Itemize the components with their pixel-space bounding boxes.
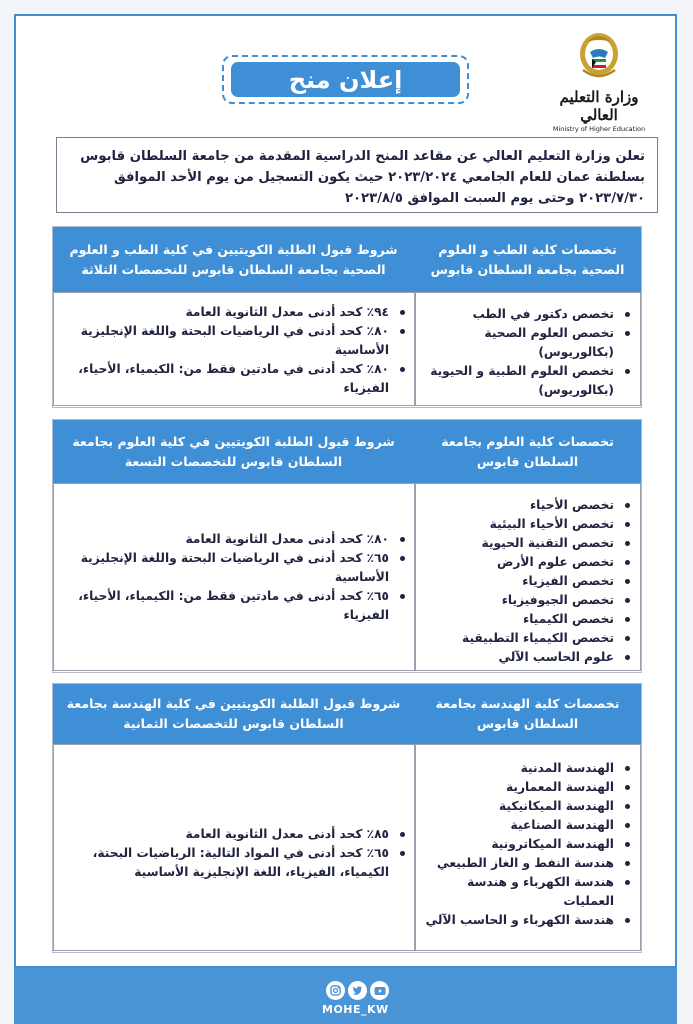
title-frame xyxy=(222,55,469,104)
medicine-conditions-list xyxy=(53,292,416,406)
list-item: هندسة الكهرباء و الحاسب الآلي xyxy=(423,911,614,930)
list-item: الهندسة المدنية xyxy=(423,759,614,778)
section-engineering xyxy=(52,683,642,953)
science-specializations-header: تخصصات كلية العلوم بجامعة السلطان قابوس xyxy=(414,420,641,483)
list-item: الهندسة الصناعية xyxy=(423,816,614,835)
instagram-icon[interactable] xyxy=(326,981,345,1000)
list-item: تخصص العلوم الطبية و الحيوية (بكالوريوس) xyxy=(423,362,614,400)
list-item: ٨٠٪ كحد أدنى معدل الثانوية العامة xyxy=(62,530,389,549)
list-item: هندسة النفط و الغاز الطبيعي xyxy=(423,854,614,873)
engineering-conditions-header: شروط قبول الطلبة الكويتيين في كلية الهندسة بجامعة السلطان قابوس للتخصصات الثمانية xyxy=(53,684,414,744)
list-item: الهندسة المعمارية xyxy=(423,778,614,797)
section-medicine xyxy=(52,226,642,408)
engineering-specializations-list xyxy=(414,744,641,951)
list-item: تخصص الكيمياء xyxy=(423,610,614,629)
engineering-specializations-header: تخصصات كلية الهندسة بجامعة السلطان قابوس xyxy=(414,684,641,744)
intro-paragraph: تعلن وزارة التعليم العالي عن مقاعد المنح الدراسية المقدمة من جامعة السلطان قابوس بسلطنة عمان للعام الجامعي ٢٠٢٣/٢٠٢٤ حيث يكون التسجيل من يوم الأحد الموافق ٢٠٢٣/٧/٣٠ وحتى يوم السبت الموافق ٢٠٢٣/٨/٥ xyxy=(56,137,658,213)
youtube-icon[interactable] xyxy=(370,981,389,1000)
science-conditions-list xyxy=(53,483,416,671)
science-specializations-list xyxy=(414,483,641,671)
social-handle: MOHE_KW xyxy=(322,1003,389,1016)
list-item: ٨٥٪ كحد أدنى معدل الثانوية العامة xyxy=(62,825,389,844)
social-links xyxy=(326,981,389,1000)
list-item: ٦٥٪ كحد أدنى في مادتين فقط من: الكيمياء، الأحياء، الفيزياء xyxy=(62,587,389,625)
list-item: تخصص علوم الأرض xyxy=(423,553,614,572)
list-item: ٨٠٪ كحد أدنى في الرياضيات البحتة واللغة الإنجليزية الأساسية xyxy=(62,322,389,360)
medicine-specializations-header: تخصصات كلية الطب و العلوم الصحية بجامعة السلطان قابوس xyxy=(414,227,641,292)
list-item: علوم الحاسب الآلي xyxy=(423,648,614,667)
medicine-specializations-list xyxy=(414,292,641,406)
page-title: إعلان منح xyxy=(231,62,460,97)
list-item: تخصص الكيمياء التطبيقية xyxy=(423,629,614,648)
list-item: تخصص دكتور في الطب xyxy=(423,305,614,324)
kuwait-emblem-icon xyxy=(577,28,621,86)
list-item: تخصص الجيوفيزياء xyxy=(423,591,614,610)
list-item: ٨٠٪ كحد أدنى في مادتين فقط من: الكيمياء، الأحياء، الفيزياء xyxy=(62,360,389,398)
logo-arabic-name: وزارة التعليم العالي xyxy=(559,88,639,124)
list-item: تخصص الأحياء xyxy=(423,496,614,515)
medicine-conditions-header: شروط قبول الطلبة الكويتيين في كلية الطب و العلوم الصحية بجامعة السلطان قابوس للتخصصات الثلاثة xyxy=(53,227,414,292)
ministry-logo xyxy=(539,28,659,133)
list-item: تخصص الفيزياء xyxy=(423,572,614,591)
list-item: الهندسة الميكاترونية xyxy=(423,835,614,854)
list-item: ٦٥٪ كحد أدنى في المواد التالية: الرياضيات البحتة، الكيمياء، الفيزياء، اللغة الإنجليزية الأساسية xyxy=(62,844,389,882)
twitter-icon[interactable] xyxy=(348,981,367,1000)
engineering-conditions-list xyxy=(53,744,416,951)
list-item: تخصص الأحياء البيئية xyxy=(423,515,614,534)
list-item: الهندسة الميكانيكية xyxy=(423,797,614,816)
logo-english-name: Ministry of Higher Education xyxy=(552,125,646,133)
list-item: تخصص العلوم الصحية (بكالوريوس) xyxy=(423,324,614,362)
list-item: ٩٤٪ كحد أدنى معدل الثانوية العامة xyxy=(62,303,389,322)
list-item: هندسة الكهرباء و هندسة العمليات xyxy=(423,873,614,911)
science-conditions-header: شروط قبول الطلبة الكويتيين في كلية العلوم بجامعة السلطان قابوس للتخصصات التسعة xyxy=(53,420,414,483)
list-item: ٦٥٪ كحد أدنى في الرياضيات البحتة واللغة الإنجليزية الأساسية xyxy=(62,549,389,587)
list-item: تخصص التقنية الحيوية xyxy=(423,534,614,553)
section-science xyxy=(52,419,642,673)
